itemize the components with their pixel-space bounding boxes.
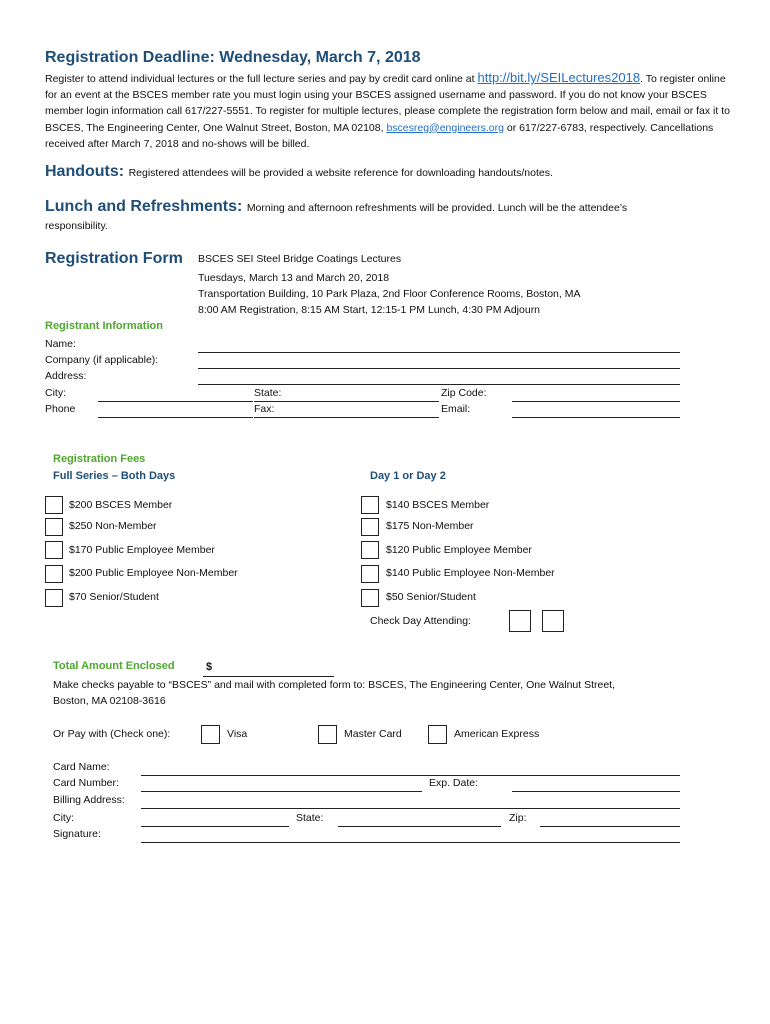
lunch-text: Morning and afternoon refreshments will be provided. Lunch will be the attendee’s [246, 202, 628, 214]
phone-label: Phone [45, 403, 76, 415]
city-field[interactable] [98, 401, 253, 402]
dollar-sign: $ [206, 661, 213, 673]
email-field[interactable] [512, 417, 680, 418]
deadline-text-2: . To register online for an event at the BSCES member rate you must login using your BSCES assigned username and password. If you do not know your BSCES member login information call 617/227-5551. To register for multiple lectures, please complete the registration form below and mail, email or fax it to BSCES, The Engineering Center, One Walnut Street, Boston, MA 02108, [45, 73, 730, 134]
company-label: Company (if applicable): [45, 354, 159, 366]
full-public-member-checkbox[interactable] [45, 541, 63, 559]
email-label: Email: [441, 403, 471, 415]
deadline-text-3: or 617/227-6783, respectively. Cancellations received after March 7, 2018 and no-shows will be billed. [45, 121, 714, 150]
checks-line-1: Make checks payable to “BSCES” and mail with completed form to: BSCES, The Engineering Center, One Walnut Street, [53, 679, 616, 691]
lunch-text-2: responsibility. [45, 220, 108, 232]
state-field[interactable] [254, 401, 439, 402]
billing-state-field[interactable] [338, 826, 501, 827]
signature-label: Signature: [53, 828, 101, 840]
total-field[interactable] [203, 676, 334, 677]
city-label: City: [45, 387, 66, 399]
card-name-label: Card Name: [53, 761, 110, 773]
full-series-title: Full Series – Both Days [53, 470, 176, 482]
full-bsces-member-checkbox[interactable] [45, 496, 63, 514]
full-option-label: $70 Senior/Student [69, 591, 159, 603]
visa-label: Visa [227, 728, 248, 740]
event-location: Transportation Building, 10 Park Plaza, 2nd Floor Conference Rooms, Boston, MA [198, 288, 581, 300]
event-dates: Tuesdays, March 13 and March 20, 2018 [198, 272, 390, 284]
email-link[interactable]: bscesreg@engineers.org [386, 121, 504, 134]
fax-label: Fax: [254, 403, 275, 415]
day-bsces-member-checkbox[interactable] [361, 496, 379, 514]
day-public-non-member-checkbox[interactable] [361, 565, 379, 583]
state-label: State: [254, 387, 282, 399]
company-field[interactable] [198, 368, 680, 369]
day-non-member-checkbox[interactable] [361, 518, 379, 536]
event-schedule: 8:00 AM Registration, 8:15 AM Start, 12:15-1 PM Lunch, 4:30 PM Adjourn [198, 304, 541, 316]
day-option-label: $120 Public Employee Member [386, 544, 532, 556]
deadline-text-1: Register to attend individual lectures or the full lecture series and pay by credit card online at [45, 73, 478, 85]
full-option-label: $200 BSCES Member [69, 499, 173, 511]
registrant-title: Registrant Information [45, 320, 163, 332]
day-option-label: $140 BSCES Member [386, 499, 490, 511]
day-senior-student-checkbox[interactable] [361, 589, 379, 607]
card-name-field[interactable] [141, 775, 680, 776]
billing-city-field[interactable] [141, 826, 289, 827]
day-2-checkbox[interactable] [542, 610, 564, 632]
total-label: Total Amount Enclosed [53, 660, 175, 672]
card-number-label: Card Number: [53, 777, 119, 789]
full-public-non-member-checkbox[interactable] [45, 565, 63, 583]
billing-label: Billing Address: [53, 794, 125, 806]
billing-state-label: State: [296, 812, 324, 824]
checks-line-2: Boston, MA 02108-3616 [53, 695, 166, 707]
fax-field[interactable] [254, 417, 439, 418]
day-option-label: $175 Non-Member [386, 520, 474, 532]
handouts-row [45, 163, 553, 181]
billing-zip-field[interactable] [540, 826, 680, 827]
zip-label: Zip Code: [441, 387, 487, 399]
form-title: Registration Form [45, 250, 183, 267]
lunch-title: Lunch and Refreshments: [45, 198, 243, 215]
signature-field[interactable] [141, 842, 680, 843]
phone-field[interactable] [98, 417, 253, 418]
mastercard-checkbox[interactable] [318, 725, 337, 744]
event-name: BSCES SEI Steel Bridge Coatings Lectures [198, 253, 402, 265]
handouts-text: Registered attendees will be provided a website reference for downloading handouts/notes. [128, 167, 553, 179]
full-senior-student-checkbox[interactable] [45, 589, 63, 607]
day-option-label: $50 Senior/Student [386, 591, 476, 603]
exp-date-field[interactable] [512, 791, 680, 792]
address-label: Address: [45, 370, 87, 382]
day-title: Day 1 or Day 2 [370, 470, 446, 482]
full-option-label: $200 Public Employee Non-Member [69, 567, 238, 579]
lunch-row [45, 198, 627, 216]
amex-label: American Express [454, 728, 540, 740]
day-public-member-checkbox[interactable] [361, 541, 379, 559]
full-non-member-checkbox[interactable] [45, 518, 63, 536]
full-option-label: $250 Non-Member [69, 520, 157, 532]
registration-link[interactable]: http://bit.ly/SEILectures2018 [477, 70, 641, 85]
name-field[interactable] [198, 352, 680, 353]
card-number-field[interactable] [141, 791, 422, 792]
billing-field[interactable] [141, 808, 680, 809]
exp-date-label: Exp. Date: [429, 777, 479, 789]
deadline-title: Registration Deadline: Wednesday, March 7, 2018 [45, 49, 421, 66]
day-1-checkbox[interactable] [509, 610, 531, 632]
day-option-label: $140 Public Employee Non-Member [386, 567, 555, 579]
full-option-label: $170 Public Employee Member [69, 544, 215, 556]
address-field[interactable] [198, 384, 680, 385]
or-pay-label: Or Pay with (Check one): [53, 728, 171, 740]
zip-field[interactable] [512, 401, 680, 402]
name-label: Name: [45, 338, 76, 350]
check-day-label: Check Day Attending: [370, 615, 471, 627]
handouts-title: Handouts: [45, 163, 125, 180]
fees-title: Registration Fees [53, 453, 146, 465]
billing-zip-label: Zip: [509, 812, 527, 824]
billing-city-label: City: [53, 812, 74, 824]
amex-checkbox[interactable] [428, 725, 447, 744]
deadline-paragraph [45, 70, 735, 152]
visa-checkbox[interactable] [201, 725, 220, 744]
mastercard-label: Master Card [344, 728, 402, 740]
